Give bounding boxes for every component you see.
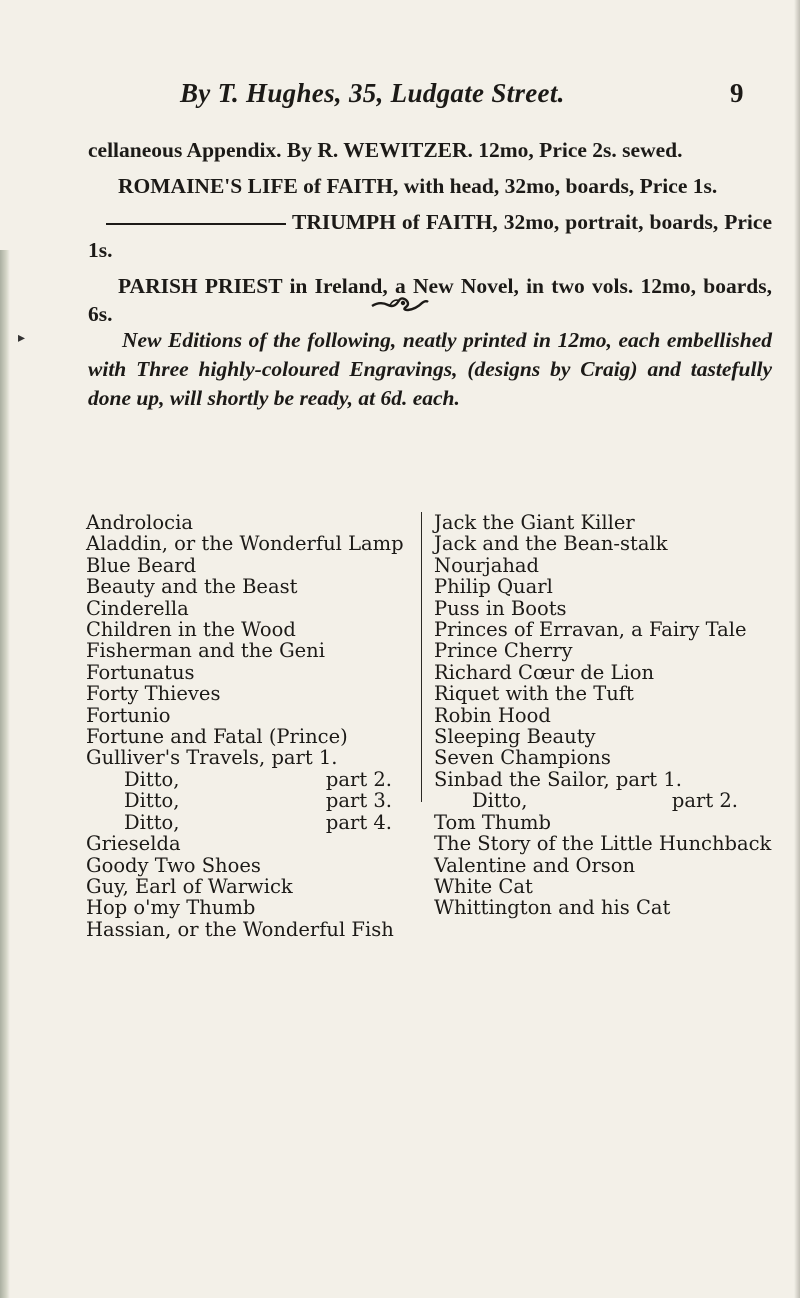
entry-parish-priest: PARISH PRIEST in Ireland, a New Novel, in two vols. 12mo, boards, 6s. — [88, 274, 772, 326]
ditto-dash — [106, 223, 286, 225]
ditto-label: Ditto, — [124, 810, 180, 834]
list-item: Androlocia — [86, 511, 193, 534]
list-item: Tom Thumb — [434, 810, 552, 834]
advertisement-entries — [88, 136, 772, 336]
list-item: Forty Thieves — [86, 682, 221, 706]
list-item: Beauty and the Beast — [86, 575, 298, 599]
part-label: part 2. — [325, 767, 392, 791]
title-list-left — [86, 512, 404, 940]
list-item: Hop o'my Thumb — [86, 896, 256, 920]
list-item: Fortune and Fatal (Prince) — [86, 725, 348, 749]
column-divider — [421, 512, 422, 802]
list-item: Cinderella — [86, 596, 189, 620]
list-item: The Story of the Little Hunchback — [434, 832, 772, 856]
page-edge-shadow-right — [794, 0, 800, 1298]
list-item: Fisherman and the Geni — [86, 639, 325, 663]
list-item: Hassian, or the Wonderful Fish — [86, 917, 394, 941]
list-item: Fortunio — [86, 703, 171, 727]
list-item: Sleeping Beauty — [434, 725, 596, 749]
entry-triumph-of-faith — [88, 208, 772, 264]
list-item: Grieselda — [86, 832, 181, 856]
ditto-label: Ditto, — [472, 789, 528, 813]
notice-text: New Editions of the following, neatly printed in 12mo, each embellished with Three highly-coloured Engravings, (designs by Craig) and tastefully done up, will shortly be ready, at 6d. each. — [88, 328, 772, 410]
running-head: By T. Hughes, 35, Ludgate Street. — [180, 78, 565, 108]
fleuron-ornament-icon — [370, 292, 430, 314]
entry-appendix: cellaneous Appendix. By R. WEWITZER. 12mo, Price 2s. sewed. — [88, 138, 683, 162]
entry-triumph-text: TRIUMPH of FAITH, 32mo, portrait, boards, Price 1s. — [88, 210, 772, 262]
list-item: Whittington and his Cat — [434, 896, 671, 920]
list-item: Sinbad the Sailor, part 1. — [434, 767, 682, 791]
list-item: Fortunatus — [86, 660, 195, 684]
ditto-part-row — [86, 790, 404, 811]
page-edge-shadow-left — [0, 250, 10, 1298]
part-label: part 2. — [671, 789, 738, 813]
list-item: Gulliver's Travels, part 1. — [86, 746, 338, 770]
ditto-part-row — [86, 812, 404, 833]
list-item: Princes of Erravan, a Fairy Tale — [434, 618, 747, 642]
list-item: Children in the Wood — [86, 618, 296, 642]
list-item: Robin Hood — [434, 703, 551, 727]
entry-romaine-life-of-faith: ROMAINE'S LIFE of FAITH, with head, 32mo, boards, Price 1s. — [118, 174, 718, 198]
list-item: Puss in Boots — [434, 596, 567, 620]
new-editions-notice — [88, 326, 772, 413]
part-label: part 3. — [325, 789, 392, 813]
list-item: Aladdin, or the Wonderful Lamp — [86, 532, 404, 556]
list-item: Philip Quarl — [434, 575, 553, 599]
list-item: Richard Cœur de Lion — [434, 660, 655, 684]
list-item: Goody Two Shoes — [86, 853, 261, 877]
ditto-part-row — [434, 790, 774, 811]
list-item: Guy, Earl of Warwick — [86, 874, 293, 898]
list-item: Blue Beard — [86, 553, 197, 577]
list-item: Seven Champions — [434, 746, 611, 770]
ditto-label: Ditto, — [124, 767, 180, 791]
list-item: White Cat — [434, 874, 533, 898]
ditto-part-row — [86, 769, 404, 790]
list-item: Prince Cherry — [434, 639, 573, 663]
list-item: Valentine and Orson — [434, 853, 636, 877]
list-item: Jack the Giant Killer — [434, 511, 635, 534]
list-item: Jack and the Bean-stalk — [434, 532, 668, 556]
part-label: part 4. — [325, 810, 392, 834]
title-list-right — [434, 512, 774, 919]
list-item: Nourjahad — [434, 553, 540, 577]
list-item: Riquet with the Tuft — [434, 682, 634, 706]
ditto-label: Ditto, — [124, 789, 180, 813]
pointing-mark-icon: ▸ — [18, 331, 26, 346]
page-number: 9 — [730, 78, 744, 108]
